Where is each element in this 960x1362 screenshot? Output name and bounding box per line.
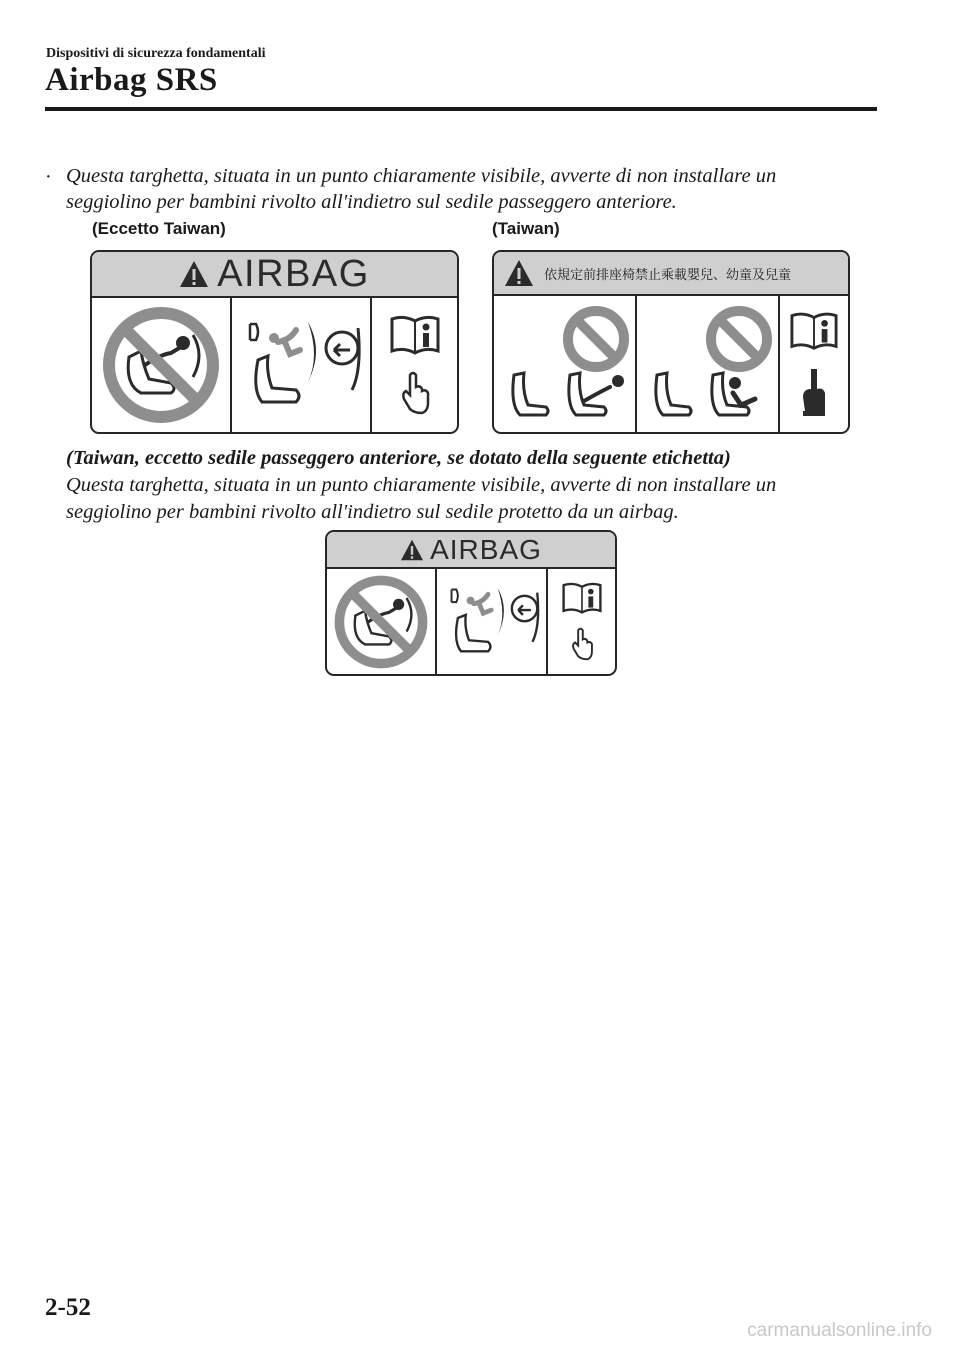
- warning-triangle-icon: [400, 539, 424, 561]
- pointing-hand-icon: [799, 367, 829, 417]
- airbag-warning-label-taiwan: [492, 250, 850, 434]
- prohibited-child-seat-icon: [101, 305, 221, 425]
- warning-triangle-icon: [179, 260, 209, 288]
- prohibited-rear-facing-seat-icon: [500, 301, 630, 427]
- prohibited-child-seat-icon: [333, 574, 429, 670]
- label-header: [92, 252, 457, 298]
- manual-info-icon: [790, 311, 838, 351]
- airbag-warning-label-except-taiwan: [90, 250, 459, 434]
- paragraph-2-line-1: Questa targhetta, situata in un punto chiaramente visibile, avverte di non installare un: [66, 474, 777, 496]
- caption-except-taiwan: (Eccetto Taiwan): [92, 219, 226, 238]
- page-number: 2-52: [45, 1294, 91, 1321]
- paragraph-1-line-2: seggiolino per bambini rivolto all'indietro sul sedile passeggero anteriore.: [66, 191, 677, 213]
- airbag-impact-icon: [442, 578, 542, 666]
- paragraph-2-line-2: seggiolino per bambini rivolto all'indietro sul sedile protetto da un airbag.: [66, 501, 679, 523]
- pointing-hand-icon: [398, 371, 432, 415]
- paragraph-1-line-1: Questa targhetta, situata in un punto chiaramente visibile, avverte di non installare un: [66, 165, 777, 187]
- footer-watermark[interactable]: carmanualsonline.info: [747, 1320, 932, 1341]
- pointing-hand-icon: [569, 627, 595, 661]
- caption-taiwan: (Taiwan): [492, 219, 560, 238]
- section-label: Dispositivi di sicurezza fondamentali: [46, 46, 266, 61]
- warning-triangle-icon: [504, 259, 534, 287]
- airbag-word: AIRBAG: [430, 533, 542, 565]
- prohibited-child-seat-icon: [643, 301, 773, 427]
- title-divider: [45, 107, 877, 111]
- airbag-impact-icon: [238, 310, 364, 420]
- manual-info-icon: [562, 582, 602, 614]
- label-header: [327, 532, 615, 569]
- taiwan-warning-text: 依規定前排座椅禁止乘載嬰兒、幼童及兒童: [544, 267, 792, 283]
- subheading-taiwan-other-seats: (Taiwan, eccetto sedile passeggero anteriore, se dotato della seguente etichetta): [66, 447, 731, 469]
- airbag-warning-label-protected-seat: [325, 530, 617, 676]
- manual-info-icon: [390, 315, 440, 355]
- label-header-taiwan: [494, 252, 848, 296]
- airbag-word: AIRBAG: [217, 252, 370, 295]
- bullet-marker: ·: [45, 166, 52, 188]
- page-title: Airbag SRS: [45, 62, 218, 98]
